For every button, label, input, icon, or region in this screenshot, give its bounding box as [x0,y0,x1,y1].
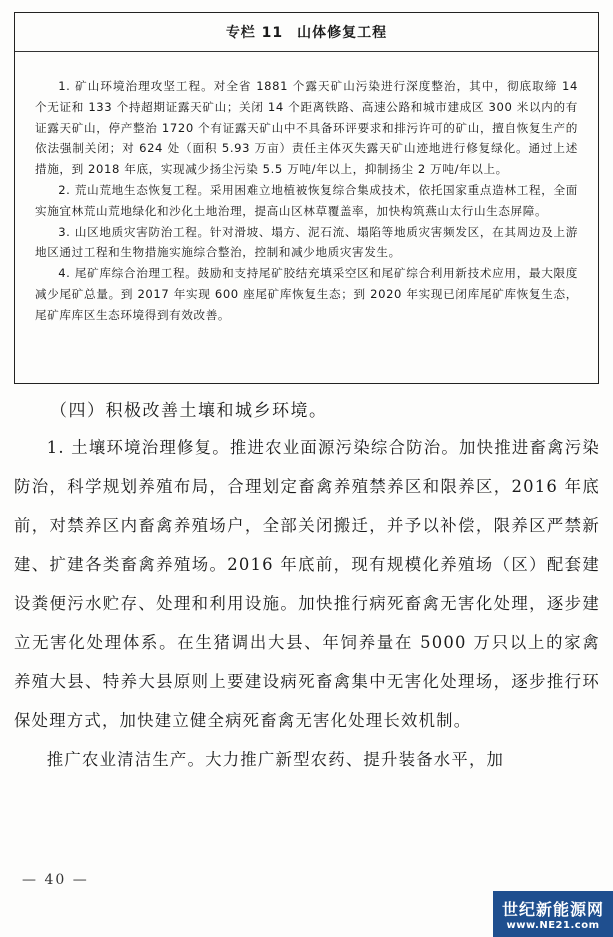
column-item: 2. 荒山荒地生态恢复工程。采用困难立地植被恢复综合集成技术，依托国家重点造林工程，全面实施宜林荒山荒地绿化和沙化土地治理，提高山区林草覆盖率，加快构筑燕山太行山生态屏障。 [35,182,578,218]
column-label: 专栏 11 [225,25,284,41]
column-item: 3. 山区地质灾害防治工程。针对滑坡、塌方、泥石流、塌陷等地质灾害频发区，在其周边及上游地区通过工程和生物措施实施综合整治，控制和减少地质灾害发生。 [35,224,578,260]
watermark-url: www.NE21.com [506,920,600,931]
watermark-name: 世纪新能源网 [501,900,604,919]
main-text [14,428,600,779]
column-box [14,12,599,384]
section-heading: （四）积极改善土壤和城乡环境。 [50,401,328,421]
page-number: — 40 — [22,872,89,888]
column-box-header [15,13,598,52]
column-box-body [15,52,598,326]
column-item: 4. 尾矿库综合治理工程。鼓励和支持尾矿胶结充填采空区和尾矿综合利用新技术应用，最大限度减少尾矿总量。到 2017 年实现 600 座尾矿库恢复生态；到 2020 年实现已闭库尾矿库恢复生态，尾矿库库区生态环境得到有效改善。 [35,266,578,322]
body-paragraph: 推广农业清洁生产。大力推广新型农药、提升装备水平，加 [46,750,505,769]
column-title: 山体修复工程 [297,25,388,41]
column-item: 1. 矿山环境治理攻坚工程。对全省 1881 个露天矿山污染进行深度整治，其中，彻底取缔 14 个无证和 133 个持超期证露天矿山；关闭 14 个距离铁路、高速公路和城市建成区 300 米以内的有证露天矿山，停产整治 1720 个有证露天矿山中不具备环评要求和排污许可的矿山，擅自恢复生产的依法强制关闭；对 624 处（面积 5.93 万亩）责任主体灭失露天矿山迹地进行修复绿化。通过上述措施，到 2018 年底，实现减少扬尘污染 5.5 万吨/年以上，抑制扬尘 2 万吨/年以上。 [35,79,578,177]
body-paragraph: 1. 土壤环境治理修复。推进农业面源污染综合防治。加快推进畜禽污染防治，科学规划养殖布局，合理划定畜禽养殖禁养区和限养区，2016 年底前，对禁养区内畜禽养殖场户，全部关闭搬迁，并予以补偿，限养区严禁新建、扩建各类畜禽养殖场。2016 年底前，现有规模化养殖场（区）配套建设粪便污水贮存、处理和利用设施。加快推行病死畜禽无害化处理，逐步建立无害化处理体系。在生猪调出大县、年饲养量在 5000 万只以上的家禽养殖大县、特养大县原则上要建设病死畜禽集中无害化处理场，逐步推行环保处理方式，加快建立健全病死畜禽无害化处理长效机制。 [14,438,600,730]
watermark-logo [493,891,613,937]
